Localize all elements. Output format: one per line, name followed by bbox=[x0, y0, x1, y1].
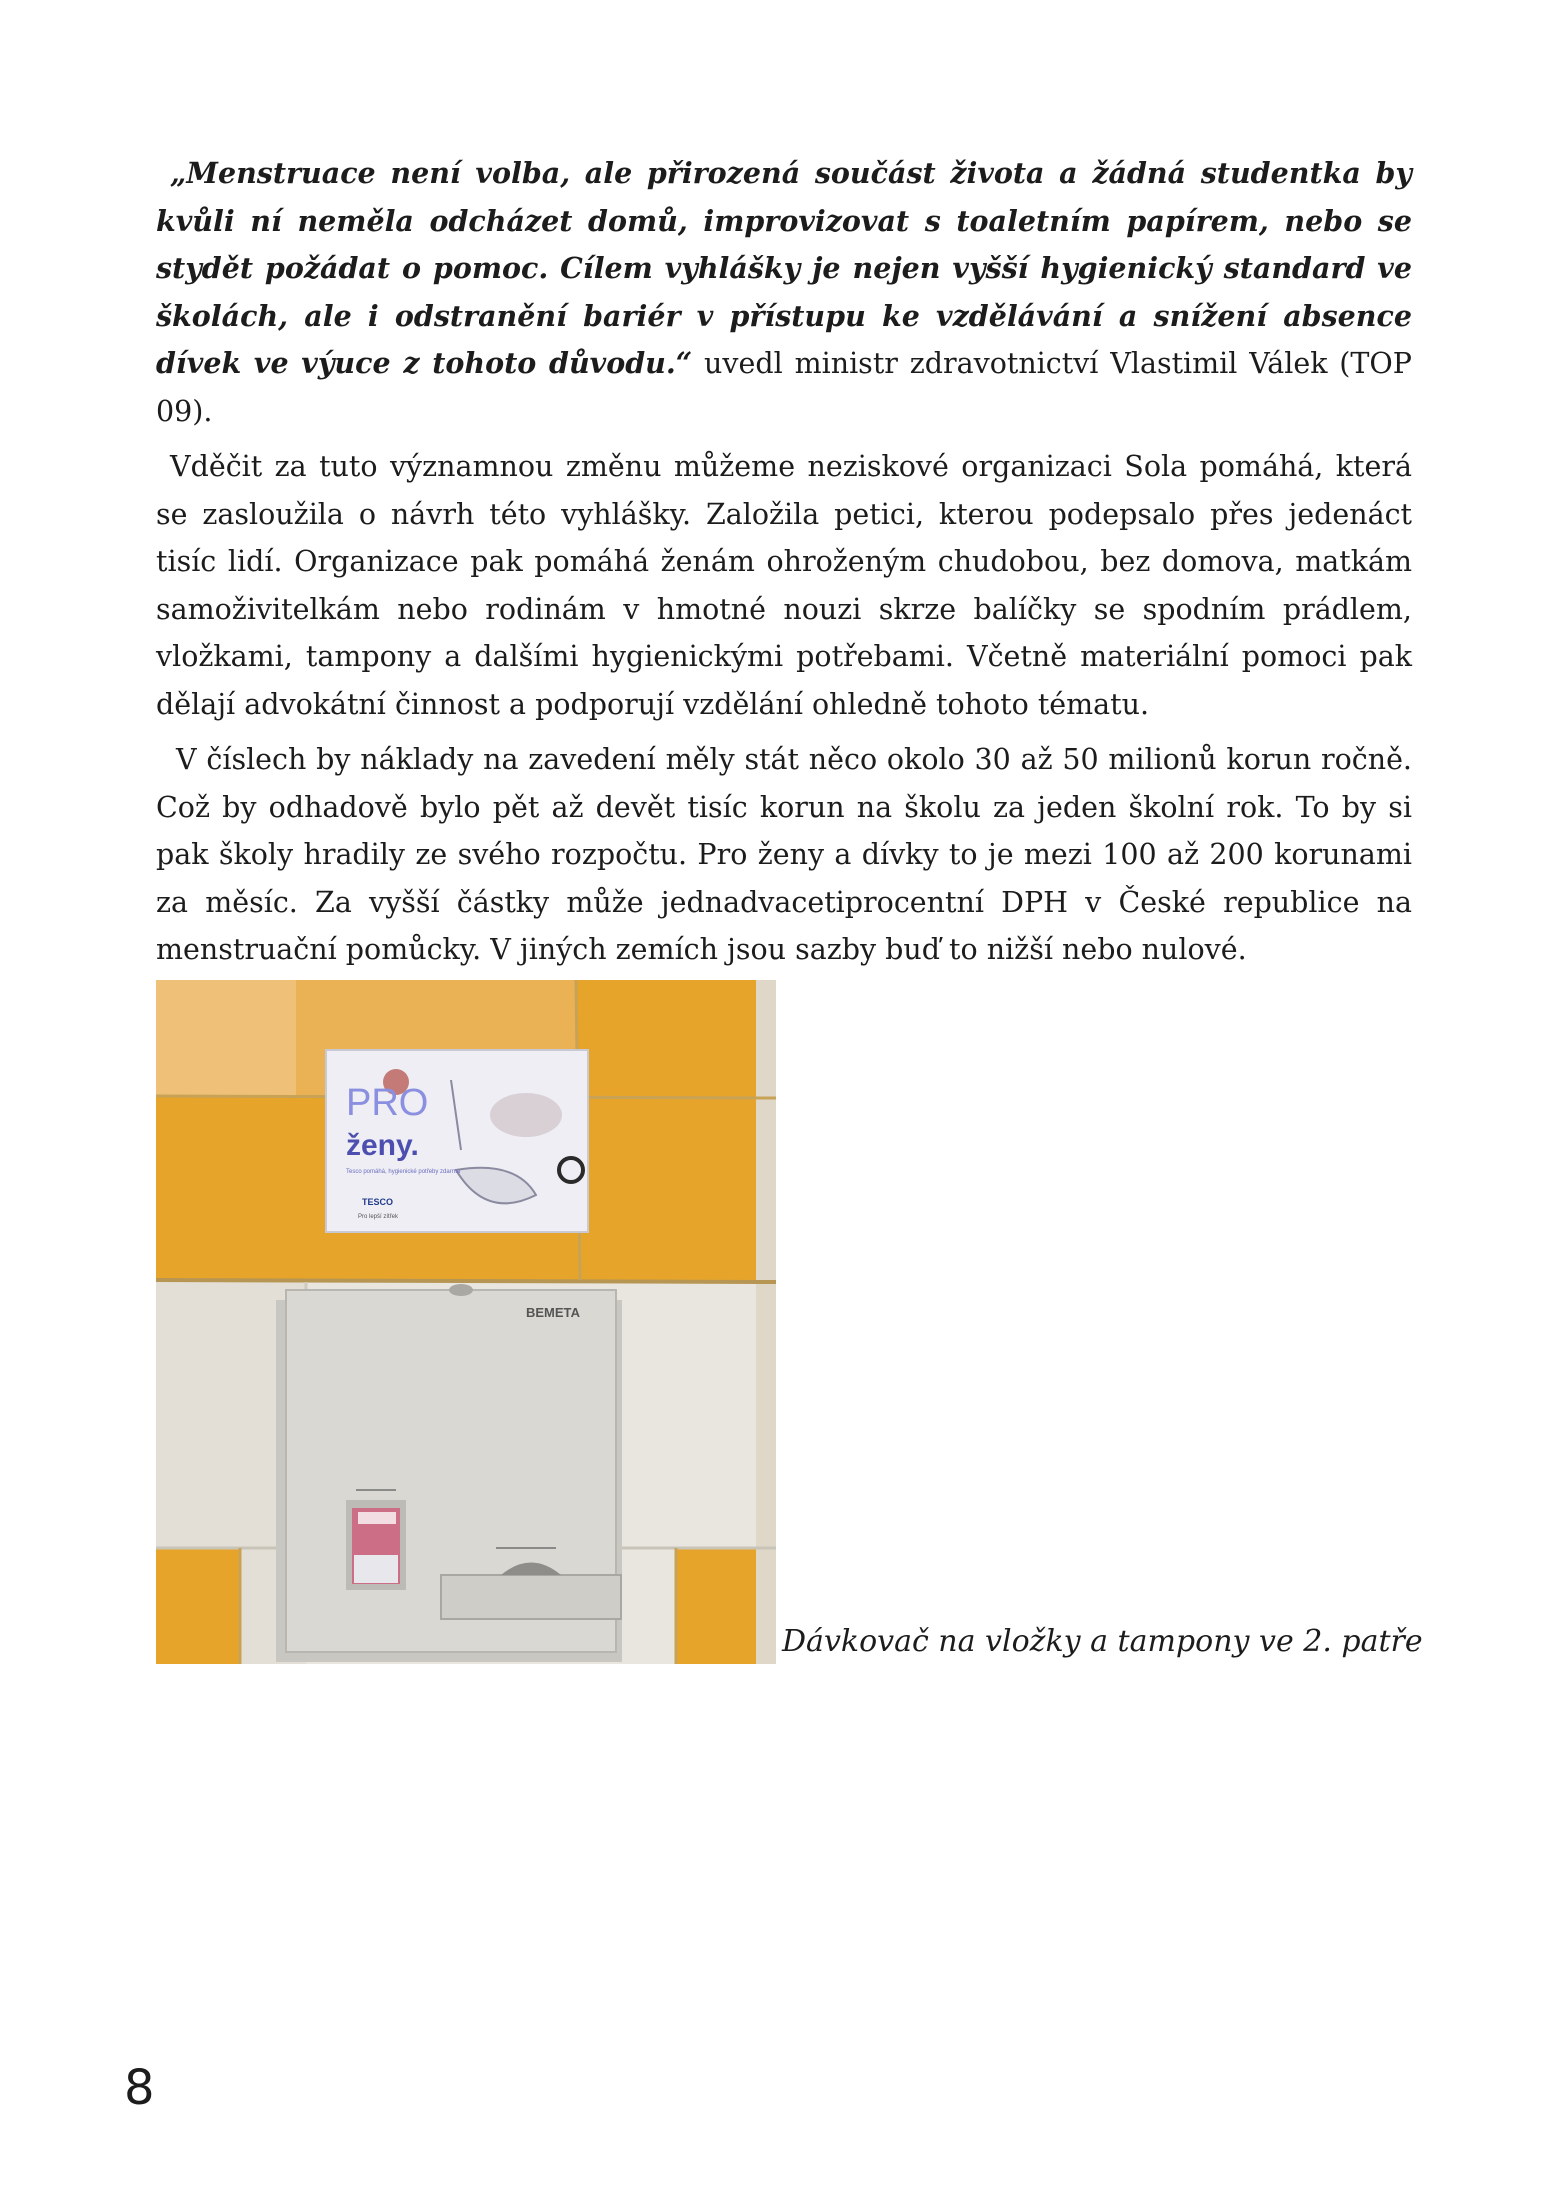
paragraph-sola-pomaha: Vděčit za tuto významnou změnu můžeme neziskové organizaci Sola pomáhá, která se zasloužila o návrh této vyhlášky. Založila petici, kterou podepsalo přes jedenáct tisíc lidí. Organizace pak pomáhá ženám ohroženým chudobou, bez domova, matkám samoživitelkám nebo rodinám v hmotné nouzi skrze balíčky se spodním prádlem, vložkami, tampony a dalšími hygienickými potřebami. Včetně materiální pomoci pak dělají advokátní činnost a podporují vzdělání ohledně tohoto tématu. bbox=[156, 450, 1412, 721]
poster-tagline: Tesco pomáhá, hygienické potřeby zdarma bbox=[346, 1169, 461, 1175]
poster-zeny-text: ženy. bbox=[346, 1129, 419, 1162]
dispenser-brand: ВЕМЕТА bbox=[526, 1305, 581, 1320]
hygiene-dispenser bbox=[276, 1284, 622, 1662]
article-body bbox=[156, 150, 1412, 982]
poster-subbrand: Pro lepší zítřek bbox=[358, 1214, 399, 1220]
poster-pro-text: PRO bbox=[346, 1082, 429, 1124]
minister-quote: „Menstruace není volba, ale přirozená součást života a žádná studentka by kvůli ní neměla odcházet domů, improvizovat s toaletním papírem, nebo se stydět požádat o pomoc. Cílem vyhlášky je nejen vyšší hygienický standard ve školách, ale i odstranění bariér v přístupu ke vzdělávání a snížení absence dívek ve výuce z tohoto důvodu.“ bbox=[156, 156, 1412, 380]
paragraph-costs: V číslech by náklady na zavedení měly stát něco okolo 30 až 50 milionů korun ročně. Což by odhadově bylo pět až devět tisíc korun na školu za jeden školní rok. To by si pak školy hradily ze svého rozpočtu. Pro ženy a dívky to je mezi 100 až 200 korunami za měsíc. Za vyšší částky může jednadvacetiprocentní DPH v České republice na menstruační pomůcky. V jiných zemích jsou sazby buď to nižší nebo nulové. bbox=[156, 743, 1412, 966]
dispenser-photo bbox=[156, 980, 776, 1664]
page-number: 8 bbox=[124, 2060, 155, 2116]
pro-zeny-poster bbox=[326, 1050, 588, 1232]
quote-attribution: uvedl ministr zdravotnictví Vlastimil Válek (TOP 09). bbox=[156, 347, 1412, 428]
photo-caption: Dávkovač na vložky a tampony ve 2. patře bbox=[782, 1624, 1423, 1659]
paragraph-quote bbox=[156, 150, 1412, 435]
poster-brand: TESCO bbox=[362, 1197, 394, 1207]
